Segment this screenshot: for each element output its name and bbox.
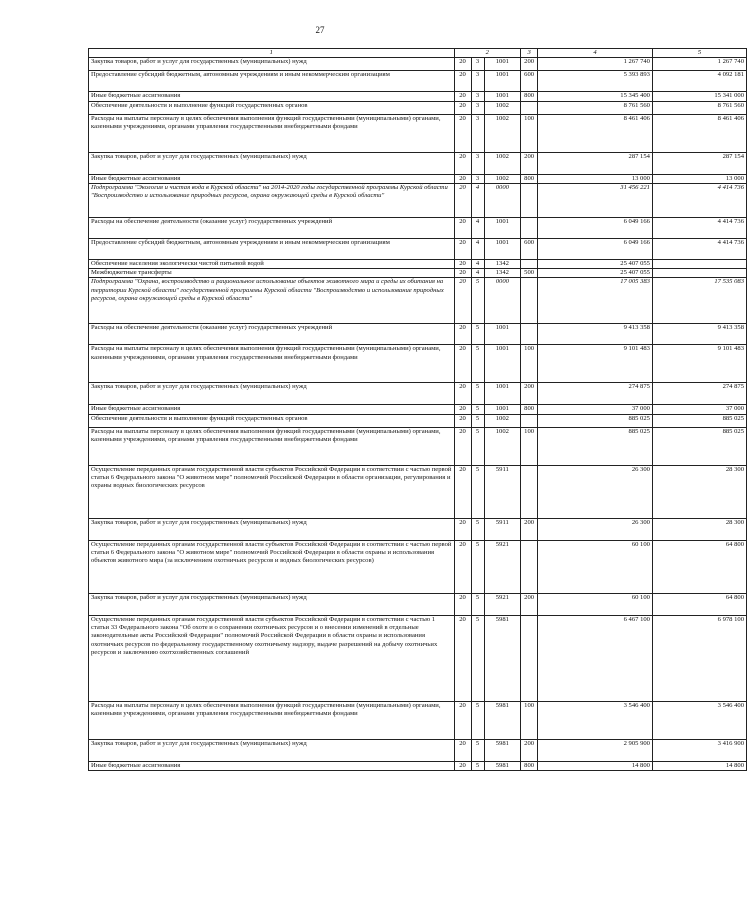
row-code-subsection-cell: 5 [471, 278, 484, 324]
row-name-cell: Иные бюджетные ассигнования [89, 761, 455, 770]
row-amount-1-cell: 60 100 [538, 593, 653, 615]
row-code-target-cell: 5921 [484, 540, 521, 593]
row-amount-2-cell: 274 875 [652, 383, 746, 405]
row-name-cell: Закупка товаров, работ и услуг для государственных (муниципальных) нужд [89, 739, 455, 761]
row-code-expense-type-cell: 800 [521, 761, 538, 770]
row-amount-2-cell: 14 800 [652, 761, 746, 770]
row-amount-1-cell: 6 049 166 [538, 238, 653, 259]
row-amount-2-cell: 885 025 [652, 427, 746, 465]
row-name-cell: Осуществление переданных органам государственной власти субъектов Российской Федерации в соответствии с частью первой статьи 6 Федерального закона "О животном мире" полномочий Российской Федерации в области организации, регулирования и охраны водных биологических ресурсов [89, 465, 455, 518]
row-amount-1-cell: 26 300 [538, 518, 653, 540]
row-amount-2-cell: 64 800 [652, 593, 746, 615]
row-amount-1-cell: 26 300 [538, 465, 653, 518]
row-code-section-cell: 20 [454, 615, 471, 701]
row-amount-2-cell: 885 025 [652, 414, 746, 427]
row-name-cell: Осуществление переданных органам государственной власти субъектов Российской Федерации в соответствии с частью первой статьи 6 Федерального закона "О животном мире" полномочий Российской Федерации в области охраны и использования объектов животного мира (за исключением охотничьих ресурсов и водных биологических ресурсов) [89, 540, 455, 593]
row-code-subsection-cell: 4 [471, 217, 484, 238]
row-name-cell: Подпрограмма "Охрана, воспроизводство и рациональное использование объектов животного мира и среды их обитания на территории Курской области" государственной программы Курской области "Воспроизводство и использование природных ресурсов, охрана окружающей среды в Курской области" [89, 278, 455, 324]
row-code-section-cell: 20 [454, 278, 471, 324]
row-code-expense-type-cell: 100 [521, 427, 538, 465]
table-row [89, 238, 747, 259]
row-name-cell: Расходы на выплаты персоналу в целях обеспечения выполнения функций государственными (муниципальными) органами, казенными учреждениями, органами управления государственными внебюджетными фондами [89, 114, 455, 152]
row-amount-1-cell: 5 393 893 [538, 71, 653, 92]
table-header-row [89, 49, 747, 58]
table-row [89, 465, 747, 518]
header-cell-3: 3 [521, 49, 538, 58]
row-amount-2-cell: 37 000 [652, 405, 746, 414]
row-amount-1-cell: 1 267 740 [538, 58, 653, 71]
row-amount-2-cell: 17 535 083 [652, 278, 746, 324]
row-amount-1-cell: 3 546 400 [538, 701, 653, 739]
row-code-subsection-cell: 4 [471, 259, 484, 268]
table-row [89, 324, 747, 345]
table-row [89, 259, 747, 268]
row-code-target-cell: 0000 [484, 278, 521, 324]
row-amount-1-cell: 2 905 900 [538, 739, 653, 761]
row-code-subsection-cell: 5 [471, 324, 484, 345]
row-amount-2-cell: 8 461 406 [652, 114, 746, 152]
row-amount-1-cell: 885 025 [538, 414, 653, 427]
header-cell-4: 4 [538, 49, 653, 58]
row-amount-1-cell: 6 467 100 [538, 615, 653, 701]
table-row [89, 101, 747, 114]
row-name-cell: Обеспечение деятельности и выполнение функций государственных органов [89, 101, 455, 114]
table-row [89, 174, 747, 183]
table-row [89, 269, 747, 278]
row-code-target-cell: 1001 [484, 383, 521, 405]
row-code-subsection-cell: 3 [471, 71, 484, 92]
row-amount-2-cell: 4 414 736 [652, 217, 746, 238]
row-code-section-cell: 20 [454, 427, 471, 465]
row-code-target-cell: 1001 [484, 71, 521, 92]
row-code-target-cell: 0000 [484, 183, 521, 217]
row-name-cell: Подпрограмма "Экология и чистая вода в Курской области" на 2014-2020 годы государственной программы Курской области "Воспроизводство и использование природных ресурсов, охрана окружающей среды в Курской области" [89, 183, 455, 217]
row-name-cell: Закупка товаров, работ и услуг для государственных (муниципальных) нужд [89, 593, 455, 615]
row-code-expense-type-cell: 200 [521, 739, 538, 761]
table-body [89, 58, 747, 771]
row-amount-2-cell [652, 269, 746, 278]
row-code-section-cell: 20 [454, 114, 471, 152]
row-code-section-cell: 20 [454, 92, 471, 101]
page-number: 27 [315, 25, 325, 35]
row-code-target-cell: 1002 [484, 427, 521, 465]
row-code-section-cell: 20 [454, 101, 471, 114]
table-row [89, 58, 747, 71]
table-row [89, 414, 747, 427]
row-code-target-cell: 1002 [484, 101, 521, 114]
row-code-subsection-cell: 5 [471, 761, 484, 770]
budget-table [88, 48, 747, 771]
row-name-cell: Предоставление субсидий бюджетным, автономным учреждениям и иным некоммерческим организациям [89, 238, 455, 259]
row-amount-2-cell: 4 414 736 [652, 238, 746, 259]
row-code-expense-type-cell: 600 [521, 71, 538, 92]
row-code-section-cell: 20 [454, 324, 471, 345]
row-name-cell: Обеспечение деятельности и выполнение функций государственных органов [89, 414, 455, 427]
row-code-target-cell: 5981 [484, 701, 521, 739]
row-name-cell: Закупка товаров, работ и услуг для государственных (муниципальных) нужд [89, 383, 455, 405]
row-code-target-cell: 1001 [484, 217, 521, 238]
row-code-subsection-cell: 3 [471, 174, 484, 183]
row-amount-1-cell: 6 049 166 [538, 217, 653, 238]
row-code-section-cell: 20 [454, 540, 471, 593]
row-code-expense-type-cell [521, 217, 538, 238]
row-code-subsection-cell: 3 [471, 92, 484, 101]
row-code-section-cell: 20 [454, 71, 471, 92]
row-code-target-cell: 1001 [484, 405, 521, 414]
row-amount-2-cell: 9 101 483 [652, 345, 746, 383]
row-code-subsection-cell: 5 [471, 540, 484, 593]
table-row [89, 405, 747, 414]
row-code-subsection-cell: 5 [471, 383, 484, 405]
row-amount-2-cell: 3 416 900 [652, 739, 746, 761]
row-code-subsection-cell: 5 [471, 414, 484, 427]
row-code-target-cell: 5921 [484, 593, 521, 615]
row-amount-1-cell: 31 456 221 [538, 183, 653, 217]
row-code-expense-type-cell [521, 101, 538, 114]
table-row [89, 92, 747, 101]
row-amount-2-cell: 8 761 560 [652, 101, 746, 114]
row-code-subsection-cell: 4 [471, 238, 484, 259]
row-code-subsection-cell: 5 [471, 615, 484, 701]
header-cell-5: 5 [652, 49, 746, 58]
row-code-expense-type-cell: 600 [521, 238, 538, 259]
row-code-target-cell: 1002 [484, 114, 521, 152]
row-code-section-cell: 20 [454, 465, 471, 518]
row-code-expense-type-cell [521, 465, 538, 518]
row-amount-1-cell: 14 800 [538, 761, 653, 770]
row-code-target-cell: 1342 [484, 259, 521, 268]
row-name-cell: Обеспечение населения экологически чистой питьевой водой [89, 259, 455, 268]
row-amount-1-cell: 37 000 [538, 405, 653, 414]
row-code-expense-type-cell: 500 [521, 269, 538, 278]
row-code-target-cell: 1001 [484, 238, 521, 259]
row-code-section-cell: 20 [454, 259, 471, 268]
row-name-cell: Межбюджетные трансферты [89, 269, 455, 278]
row-code-target-cell: 1002 [484, 174, 521, 183]
row-code-expense-type-cell: 200 [521, 518, 538, 540]
row-amount-1-cell: 885 025 [538, 427, 653, 465]
table-row [89, 114, 747, 152]
row-amount-2-cell: 15 341 000 [652, 92, 746, 101]
row-code-expense-type-cell: 200 [521, 152, 538, 174]
row-code-section-cell: 20 [454, 152, 471, 174]
row-code-section-cell: 20 [454, 701, 471, 739]
row-code-expense-type-cell: 100 [521, 114, 538, 152]
row-code-target-cell: 5911 [484, 518, 521, 540]
table-row [89, 518, 747, 540]
row-code-subsection-cell: 4 [471, 183, 484, 217]
row-code-section-cell: 20 [454, 414, 471, 427]
row-name-cell: Закупка товаров, работ и услуг для государственных (муниципальных) нужд [89, 518, 455, 540]
row-code-subsection-cell: 5 [471, 427, 484, 465]
header-cell-2: 2 [454, 49, 521, 58]
row-code-target-cell: 5981 [484, 761, 521, 770]
row-code-target-cell: 1001 [484, 324, 521, 345]
row-code-expense-type-cell: 100 [521, 345, 538, 383]
row-amount-1-cell: 287 154 [538, 152, 653, 174]
row-amount-1-cell: 8 761 560 [538, 101, 653, 114]
row-amount-2-cell: 4 414 736 [652, 183, 746, 217]
table-row [89, 383, 747, 405]
row-code-expense-type-cell: 200 [521, 593, 538, 615]
row-code-subsection-cell: 5 [471, 701, 484, 739]
row-code-target-cell: 5981 [484, 739, 521, 761]
row-name-cell: Расходы на выплаты персоналу в целях обеспечения выполнения функций государственными (муниципальными) органами, казенными учреждениями, органами управления государственными внебюджетными фондами [89, 701, 455, 739]
row-code-target-cell: 1001 [484, 345, 521, 383]
row-name-cell: Закупка товаров, работ и услуг для государственных (муниципальных) нужд [89, 58, 455, 71]
row-code-subsection-cell: 3 [471, 152, 484, 174]
row-code-target-cell: 1002 [484, 152, 521, 174]
row-code-expense-type-cell: 200 [521, 383, 538, 405]
row-code-subsection-cell: 5 [471, 593, 484, 615]
row-code-section-cell: 20 [454, 593, 471, 615]
row-code-subsection-cell: 3 [471, 58, 484, 71]
table-row [89, 615, 747, 701]
row-name-cell: Расходы на выплаты персоналу в целях обеспечения выполнения функций государственными (муниципальными) органами, казенными учреждениями, органами управления государственными внебюджетными фондами [89, 345, 455, 383]
row-code-section-cell: 20 [454, 217, 471, 238]
row-code-expense-type-cell [521, 615, 538, 701]
table-row [89, 701, 747, 739]
row-amount-1-cell: 60 100 [538, 540, 653, 593]
row-name-cell: Расходы на обеспечение деятельности (оказание услуг) государственных учреждений [89, 324, 455, 345]
table-row [89, 278, 747, 324]
table-row [89, 183, 747, 217]
row-code-section-cell: 20 [454, 761, 471, 770]
row-code-section-cell: 20 [454, 345, 471, 383]
row-name-cell: Иные бюджетные ассигнования [89, 405, 455, 414]
row-code-expense-type-cell: 200 [521, 58, 538, 71]
row-code-subsection-cell: 3 [471, 114, 484, 152]
row-code-section-cell: 20 [454, 238, 471, 259]
row-code-target-cell: 5981 [484, 615, 521, 701]
row-code-section-cell: 20 [454, 58, 471, 71]
row-code-target-cell: 1001 [484, 58, 521, 71]
row-name-cell: Иные бюджетные ассигнования [89, 92, 455, 101]
row-amount-1-cell: 25 407 055 [538, 259, 653, 268]
row-amount-1-cell: 8 461 406 [538, 114, 653, 152]
row-amount-2-cell: 287 154 [652, 152, 746, 174]
row-code-target-cell: 1001 [484, 92, 521, 101]
row-amount-2-cell: 4 092 181 [652, 71, 746, 92]
row-amount-1-cell: 13 000 [538, 174, 653, 183]
table-row [89, 739, 747, 761]
row-amount-2-cell: 6 978 100 [652, 615, 746, 701]
table-row [89, 761, 747, 770]
row-amount-1-cell: 25 407 055 [538, 269, 653, 278]
row-code-expense-type-cell [521, 183, 538, 217]
row-name-cell: Закупка товаров, работ и услуг для государственных (муниципальных) нужд [89, 152, 455, 174]
row-code-section-cell: 20 [454, 739, 471, 761]
row-amount-2-cell: 1 267 740 [652, 58, 746, 71]
header-cell-1: 1 [89, 49, 455, 58]
row-code-expense-type-cell: 100 [521, 701, 538, 739]
row-code-expense-type-cell: 800 [521, 92, 538, 101]
row-name-cell: Расходы на обеспечение деятельности (оказание услуг) государственных учреждений [89, 217, 455, 238]
row-name-cell: Расходы на выплаты персоналу в целях обеспечения выполнения функций государственными (муниципальными) органами, казенными учреждениями, органами управления государственными внебюджетными фондами [89, 427, 455, 465]
row-amount-1-cell: 9 413 358 [538, 324, 653, 345]
row-code-subsection-cell: 5 [471, 345, 484, 383]
row-amount-1-cell: 17 005 383 [538, 278, 653, 324]
row-amount-1-cell: 274 875 [538, 383, 653, 405]
row-code-expense-type-cell: 800 [521, 174, 538, 183]
table-row [89, 152, 747, 174]
row-amount-2-cell: 64 800 [652, 540, 746, 593]
row-code-section-cell: 20 [454, 269, 471, 278]
row-code-expense-type-cell [521, 540, 538, 593]
row-amount-1-cell: 15 345 400 [538, 92, 653, 101]
row-code-subsection-cell: 5 [471, 739, 484, 761]
row-code-subsection-cell: 4 [471, 269, 484, 278]
table-row [89, 217, 747, 238]
row-name-cell: Иные бюджетные ассигнования [89, 174, 455, 183]
row-code-expense-type-cell [521, 324, 538, 345]
row-amount-1-cell: 9 101 483 [538, 345, 653, 383]
row-code-target-cell: 5911 [484, 465, 521, 518]
row-code-section-cell: 20 [454, 183, 471, 217]
row-code-subsection-cell: 5 [471, 405, 484, 414]
row-code-expense-type-cell [521, 278, 538, 324]
row-name-cell: Осуществление переданных органам государственной власти субъектов Российской Федерации в соответствии с частью 1 статьи 33 Федерального закона "Об охоте и о сохранении охотничьих ресурсов и о внесении изменений в отдельные законодательные акты Российской Федерации" полномочий Российской Федерации в области охраны и использования охотничьих ресурсов по федеральному государственному охотничьему надзору, выдаче разрешений на добычу охотничьих ресурсов и заключению охотхозяйственных соглашений [89, 615, 455, 701]
row-code-section-cell: 20 [454, 174, 471, 183]
row-code-section-cell: 20 [454, 405, 471, 414]
row-code-target-cell: 1342 [484, 269, 521, 278]
table-row [89, 593, 747, 615]
row-code-expense-type-cell [521, 259, 538, 268]
row-code-subsection-cell: 5 [471, 465, 484, 518]
row-amount-2-cell: 28 300 [652, 465, 746, 518]
row-code-expense-type-cell [521, 414, 538, 427]
row-amount-2-cell: 28 300 [652, 518, 746, 540]
row-code-subsection-cell: 5 [471, 518, 484, 540]
table-row [89, 345, 747, 383]
row-code-target-cell: 1002 [484, 414, 521, 427]
row-amount-2-cell [652, 259, 746, 268]
row-code-section-cell: 20 [454, 383, 471, 405]
table-row [89, 427, 747, 465]
row-amount-2-cell: 9 413 358 [652, 324, 746, 345]
table-row [89, 540, 747, 593]
row-code-section-cell: 20 [454, 518, 471, 540]
row-name-cell: Предоставление субсидий бюджетным, автономным учреждениям и иным некоммерческим организациям [89, 71, 455, 92]
row-amount-2-cell: 13 000 [652, 174, 746, 183]
row-code-expense-type-cell: 800 [521, 405, 538, 414]
row-code-subsection-cell: 3 [471, 101, 484, 114]
row-amount-2-cell: 3 546 400 [652, 701, 746, 739]
table-row [89, 71, 747, 92]
